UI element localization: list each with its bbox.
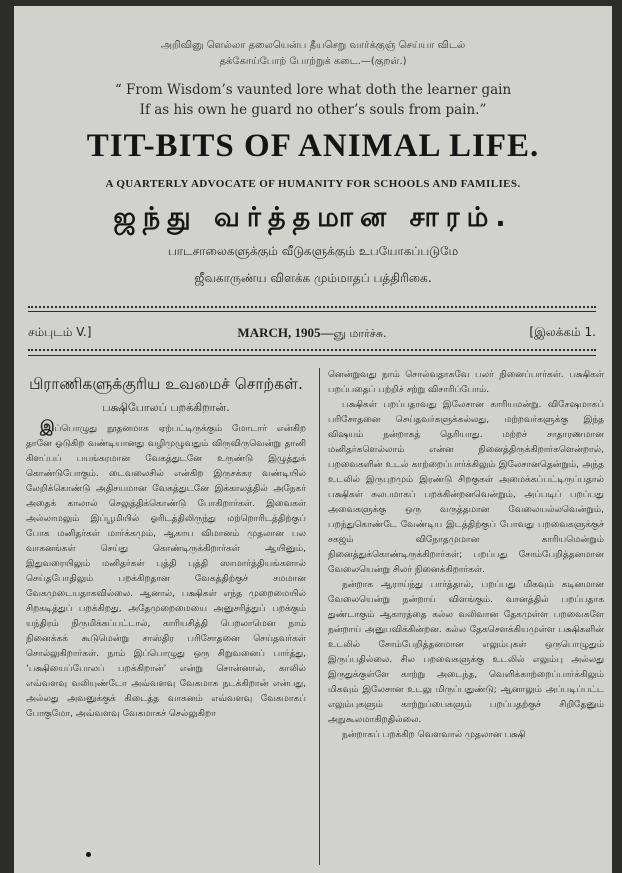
tamil-line2: ஜீவகாருண்ய விளக்க மும்மாதப் பத்திரிகை.: [194, 271, 432, 285]
tamil-line1: பாடசாலைகளுக்கும் வீடுகளுக்கும் உபயோகப்படுமே: [167, 244, 459, 258]
ink-dot: [86, 852, 91, 857]
right-paragraph-1: னென்றுவது நாம் சொல்வதாகவே பலர் நினைப்பார்கள். பக்ஷிகள் பறப்பதைப் பற்றிச் சற்று விசாரிப்போம்.: [328, 370, 604, 395]
article-title: பிராணிகளுக்குரிய உவமைச் சொற்கள்.: [29, 375, 303, 393]
left-column: [26, 368, 306, 722]
quote-line2: If as his own he guard no other’s souls from pain.”: [139, 102, 487, 118]
tamil-epigraph-line2: தக்கோய்போற் போற்றுக் கடை.—(குறள்.): [219, 56, 407, 67]
top-solid-rule: [28, 311, 596, 312]
dropcap-letter: இ: [40, 417, 55, 435]
right-paragraph-2: பக்ஷிகள் பறப்பதாவது இலேசான காரியமன்று. விசேஷமாகப் பரிசோதனை செய்தவர்களுக்கல்லது, மற்றவர்களுக்கு இந்த விஷயம் நன்றாகத் தெரியாது. மற்றச் சாதாரணமான மனிதர்களெல்லாம் என்ன நினைத்திருக்கிறார்களென்றால், பறவைகளின் உடல் காற்றைப்பார்க்கிலும் இலேசானதென்றும், அந்த உடலில் இருபுறமும் இரண்டு சிறகுகள் அமைக்கப்பட்டிருப்பதால் பக்ஷிகள் சுலபமாகப் பறக்கின்றனவென்றும், அப்படிப் பறப்பது அவைகளுக்கு ஒரு வருத்தமான வேலையல்லவென்றும், பறந்துகொண்டே வேண்டிய இடத்திற்குப் போவது பறவைகளுக்குச் சகஜம் விநோதமுமான காரியமென்றும் நினைத்துக்கொண்டிருக்கிறார்கள்; பறப்பது சோம்பேறித்தனமான வேலையென்று சிலர் நினைக்கிறார்கள்.: [328, 400, 604, 575]
right-paragraph-4: நன்றாகப் பறக்கிற வௌவால் முதலான பக்ஷி: [342, 730, 526, 740]
quote-line1: “ From Wisdom’s vaunted lore what doth the learner gain: [114, 82, 512, 98]
column-divider: [319, 368, 320, 865]
newspaper-page: [14, 6, 612, 873]
issue-date-ta: ஞு மார்ச்சு.: [333, 327, 387, 340]
left-paragraph-1: [26, 419, 306, 722]
bottom-dotted-rule: [28, 349, 596, 351]
issue-line: [28, 325, 596, 345]
issue-date-en: MARCH, 1905—: [237, 325, 334, 340]
tamil-epigraph-line1: அறிவினு ளெல்லா தலையென்ப தீயசெறு வார்க்குஞ் செய்யா விடல்: [160, 40, 466, 51]
top-dotted-rule: [28, 306, 596, 308]
masthead-title: TIT-BITS OF ANIMAL LIFE.: [86, 128, 540, 164]
left-paragraph-1-text: ப்பொழுது நூதனமாக ஏற்பட்டிருக்கும் மோடார் என்கிற தானே ஓடுகிற வண்டியானது வழிமுழுவதும் விருவிருவென்று தானி கிளப்பப் பயங்கரமான வேகத்துடனே உருண்டு இழுத்துக் கொண்டுபோகும். டைவலைசில் என்கிற இருசக்கர வண்டியில் லேறிக்கொண்டு அதிசயமான வேகத்துடனே இக்காலத்தில் அநேகர் அதைக் காலால் செலுத்திக்கொண்டு போகிறார்கள். இவைகள் அல்லாமலும் இப்பூமியில் ஓரிடத்திலிருந்து மற்றொரிடத்திற்குப் போக மனிதர்கள் மார்க்கமும், ஆகாய விமானம் முதலான பல வாகனங்கள் செய்து கொண்டிருக்கிறார்கள் ஆயினும், இதுவரையிலும் மனிதர்கள் புத்தி புத்தி ஸாமார்த்தியங்களால் செய்தபோதிலும் பறக்கிறதான வேகத்திற்குச் சமமான வேகமுடையதாகவில்லை. ஆனால், பக்ஷிகள் எந்த முறைமையில் சிறகடித்துப் பறக்கிறது, அதேமுறைமையை அனுசரித்துப் பறக்கும் யந்திரம் நிருமிக்கப்பட்டால், காரியசித்தி பெறலாமென நாம் நினைக்கக் கூடுமென்று சாஸ்திர பரிசோதனை செய்தவர்கள் சொல்லுகிறார்கள். நாம் இப்பொழுது ஒரு சிறுவனைப் பார்த்து, ‘பக்ஷியைப்போலப் பறக்கிறான்’ என்று சொன்னால், காலில் எவ்வளவு வலியுண்டோ அவ்வளவு வேகமாக நடக்கிறான் என்பது, அல்லது அவனுக்குக் கிடைத்த வாகனம் எவ்வளவு வேகமாகப் போகுமோ, அவ்வளவு வேகமாகச் செல்லுகிறா: [26, 424, 306, 719]
volume-label: சம்புடம் V.]: [28, 325, 92, 339]
article-subheading: பக்ஷிபோலப் பறக்கிறான்.: [102, 401, 230, 414]
issue-date: [28, 325, 596, 342]
masthead-subtitle: A QUARTERLY ADVOCATE OF HUMANITY FOR SCHOOLS AND FAMILIES.: [105, 178, 521, 190]
right-paragraph-3: நன்றாக ஆராய்ந்து பார்த்தால், பறப்பது மிகவும் கடினமான வேலையென்று நன்றாய் விளங்கும். வானத்தில் பறப்பதாக துண்டாகும் ஆகாரத்தை கல்ல வலிவான தேகமுள்ள பறவைகளே நன்றாய் அனுபவிக்கின்றன. கல்ல தேகசௌக்கியமுள்ள பக்ஷிகளின் உடலில் சோம்பேறித்தனமான எலும்புகள் ஒருபொழுதும் இருப்பதில்லை. சில பறவைகளுக்கு உடலில் எலும்பு அல்லது இருதுக்குள்ளே காற்று அடைந்த, வெளிக்காற்றைப்பார்க்கிலும் மிகவும் இலேசான உடலு மிருப்பதுண்டு; ஆனாலும் அப்படிப்பட்ட எலும்புகளும் காற்றுப்பைகளும் பறப்பதற்குச் சிறிதேனும் அநுகூலமாகிறதில்லை.: [328, 580, 604, 725]
issue-number: [இலக்கம் 1.: [529, 325, 596, 339]
tamil-masthead-title: ஜந்து வர்த்தமான சாரம்.: [113, 202, 513, 233]
bottom-solid-rule: [28, 355, 596, 356]
right-column: [328, 368, 604, 743]
